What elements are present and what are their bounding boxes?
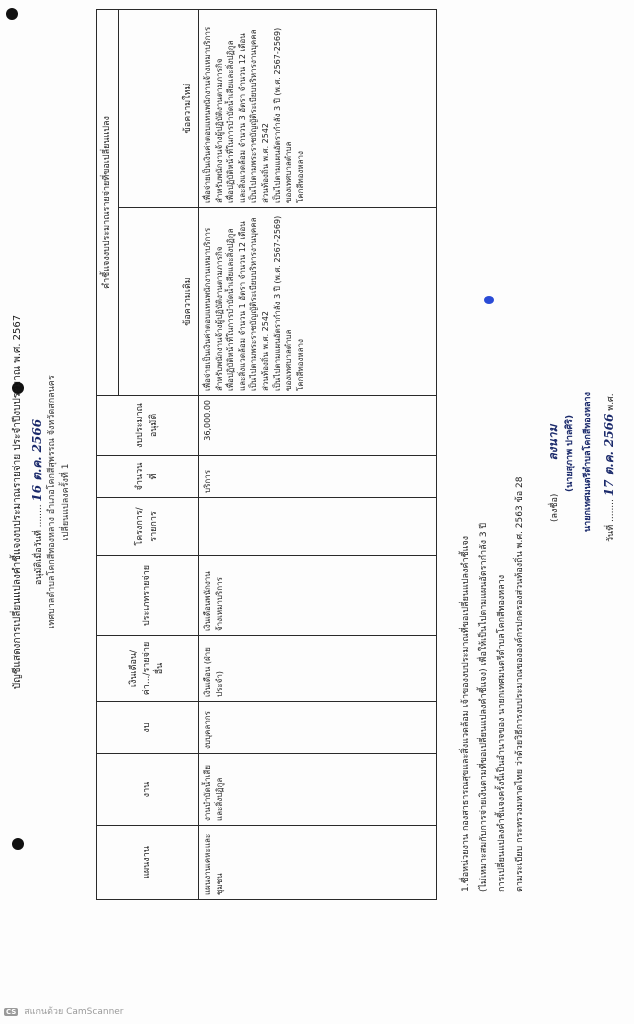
signer-name: (นายสุภาพ ปาลศิริ) bbox=[565, 414, 575, 492]
original-text-line: เป็นไปตามพระราชบัญญัติระเบียบบริหารงานบุคคล bbox=[249, 217, 259, 391]
header-new-text: ข้อความใหม่ bbox=[119, 9, 199, 207]
header-original-text: ข้อความเดิม bbox=[119, 208, 199, 396]
approval-date: 16 ต.ค. 2566 bbox=[30, 418, 44, 502]
header-item: ประเภทรายจ่าย bbox=[97, 556, 199, 636]
signer-position: นายกเทศมนตรีตำบลโคกสีทองหลาง bbox=[583, 392, 593, 532]
header-work: งาน bbox=[97, 754, 199, 826]
cell-budget: 36,000.00 bbox=[199, 396, 437, 456]
original-text-line: สำหรับพนักงานจ้างผู้ปฏิบัติงานตามภารกิจ bbox=[214, 246, 224, 391]
camscanner-text: สแกนด้วย CamScanner bbox=[24, 1007, 124, 1017]
new-text-line: สำหรับพนักงานจ้างผู้ปฏิบัติงานตามภารกิจ bbox=[214, 58, 224, 203]
header-plan: แผนงาน bbox=[97, 826, 199, 900]
original-text-line: โคกสีทองหลาง bbox=[295, 339, 305, 391]
new-text-line: เพื่อปฏิบัติหน้าที่ในการบำบัดน้ำเสียและสิ่งปฏิกูล bbox=[226, 40, 236, 203]
punch-hole-icon bbox=[6, 8, 18, 20]
approval-line: อนุมัติเมื่อวันที่ ........ 16 ต.ค. 2566 bbox=[30, 418, 44, 586]
cell-plan: แผนงานเคหะและชุมชน bbox=[199, 826, 437, 900]
cell-new-text bbox=[199, 9, 437, 207]
camscanner-logo-icon: CS bbox=[6, 1008, 17, 1016]
header-budget: งบประมาณอนุมัติ bbox=[97, 396, 199, 456]
new-text-line: และสิ่งแวดล้อม จำนวน 3 อัตรา จำนวน 12 เดือน bbox=[237, 33, 247, 203]
new-text-line: เป็นไปตามพระราชบัญญัติระเบียบบริหารงานบุคคล bbox=[249, 29, 259, 203]
new-text-line: ส่วนท้องถิ่น พ.ศ. 2542 bbox=[260, 122, 270, 203]
cell-original-text bbox=[199, 208, 437, 396]
original-text-line: เพื่อจ่ายเป็นเงินค่าตอบแทนพนักงานเหมาบริการ bbox=[203, 227, 212, 391]
header-project: โครงการ/รายการ bbox=[97, 498, 199, 556]
header-unit: จำนวนที่ bbox=[97, 456, 199, 498]
header-category: งบ bbox=[97, 702, 199, 754]
cell-item: เงินเดือนพนักงานจ้างเหมาบริการ bbox=[199, 556, 437, 636]
original-text-line: และสิ่งแวดล้อม จำนวน 1 อัตรา จำนวน 12 เดือน bbox=[237, 221, 247, 391]
original-text-line: เพื่อปฏิบัติหน้าที่ในการบำบัดน้ำเสียและสิ่งปฏิกูล bbox=[226, 228, 236, 391]
change-number: เปลี่ยนแปลงครั้งที่ 1 bbox=[61, 463, 71, 541]
new-text-line: เพื่อจ่ายเป็นเงินค่าตอบแทนพนักงานจ้างเหมาบริการ bbox=[203, 26, 212, 203]
document-title: บัญชีแสดงการเปลี่ยนแปลงคำชี้แจงงบประมาณรายจ่าย ประจำปีงบประมาณ พ.ศ. 2567 bbox=[12, 314, 23, 690]
new-text-line: โคกสีทองหลาง bbox=[295, 151, 305, 203]
original-text-line: เป็นไปตามแผนอัตรากำลัง 3 ปี (พ.ศ. 2567-2569) bbox=[272, 215, 282, 391]
footer-line-1: 1.ชื่อหน่วยงาน กองสาธารณสุขและสิ่งแวดล้อม เจ้าของงบประมาณที่ขอเปลี่ยนแปลงคำชี้แจง bbox=[461, 535, 471, 892]
footer-line-2: (ไม่เหมาะสมกับการจ่ายเงินตามที่ขอเปลี่ยนแปลงคำชี้แจง) เพื่อให้เป็นไปตามแผนอัตรากำลัง 3 ปี bbox=[479, 522, 489, 892]
new-text-line: ของเทศบาลตำบล bbox=[284, 141, 294, 203]
signature-date: วันที่ ........ 17 ต.ค. 2566 พ.ศ. bbox=[602, 393, 616, 542]
footer-line-4: ตามระเบียบ กระทรวงมหาดไทย ว่าด้วยวิธีการงบประมาณขององค์กรปกครองส่วนท้องถิ่น พ.ศ. 2563 ข้อ 28 bbox=[515, 476, 525, 892]
organization-line: เทศบาลตำบลโคกสีทองหลาง อำเภอโคกสีสุพรรณ จังหวัดสกลนคร bbox=[47, 375, 57, 629]
original-text-line: ของเทศบาลตำบล bbox=[284, 329, 294, 391]
sign-prefix: (ลงชื่อ) bbox=[550, 493, 560, 522]
new-text-line: เป็นไปตามแผนอัตรากำลัง 3 ปี (พ.ศ. 2567-2569) bbox=[272, 27, 282, 203]
new-lines bbox=[202, 14, 306, 203]
footer-line-3: การเปลี่ยนแปลงคำชี้แจงครั้งนี้เป็นอำนาจของ นายกเทศมนตรีตำบลโคกสีทองหลาง bbox=[497, 574, 507, 892]
cell-unit: บริการ bbox=[199, 456, 437, 498]
punch-hole-icon bbox=[12, 838, 24, 850]
rotated-page bbox=[0, 12, 630, 1012]
cell-project bbox=[199, 498, 437, 556]
original-lines bbox=[202, 212, 306, 391]
original-text-line: ส่วนท้องถิ่น พ.ศ. 2542 bbox=[260, 310, 270, 391]
change-table bbox=[96, 9, 437, 900]
handwritten-signature-icon: ลงนาม bbox=[546, 424, 560, 461]
table-row bbox=[199, 9, 437, 899]
camscanner-watermark bbox=[4, 1004, 124, 1018]
ink-dot-icon bbox=[484, 296, 494, 304]
header-expense-type: เงินเดือน/ค่า.../รายจ่ายอื่น bbox=[97, 636, 199, 702]
cell-work: งานบำบัดน้ำเสียและสิ่งปฏิกูล bbox=[199, 754, 437, 826]
header-explanation-group: คำชี้แจงงบประมาณรายจ่ายที่ขอเปลี่ยนแปลง bbox=[97, 9, 119, 395]
approval-prefix: อนุมัติเมื่อวันที่ bbox=[34, 530, 44, 586]
signature-line bbox=[544, 425, 563, 522]
cell-category: งบบุคลากร bbox=[199, 702, 437, 754]
cell-expense-type: เงินเดือน (ฝ่ายประจำ) bbox=[199, 636, 437, 702]
